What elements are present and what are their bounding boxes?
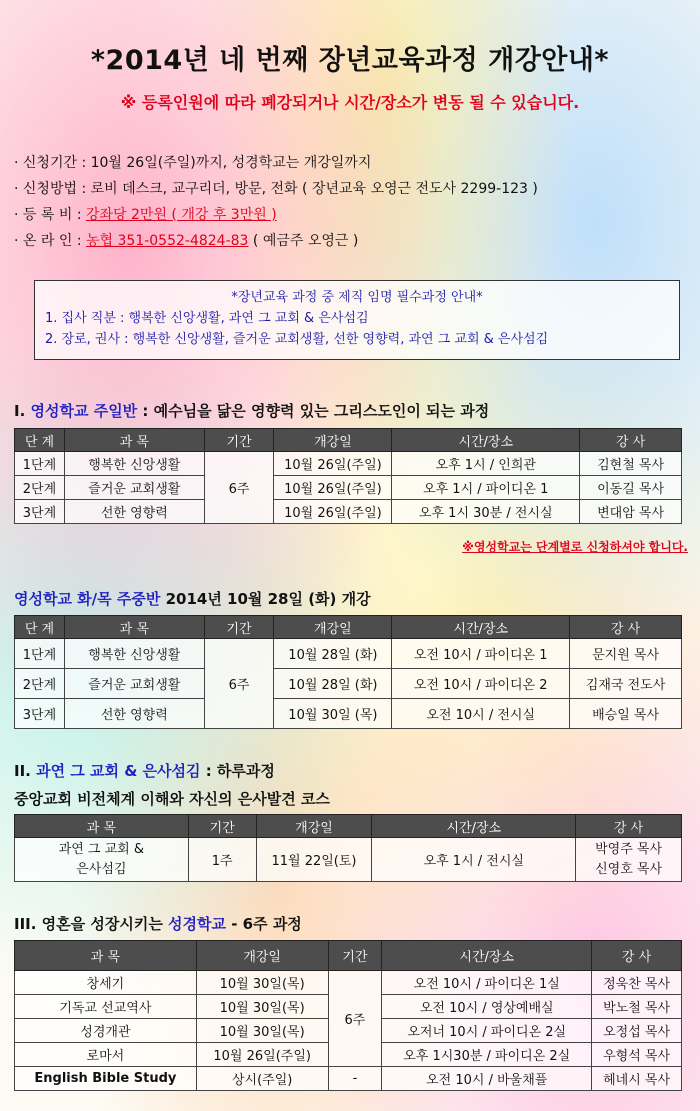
teacher-name: 신영호 목사	[595, 861, 663, 877]
col-header: 강 사	[580, 429, 682, 452]
col-header: 기간	[328, 941, 382, 971]
box-heading: *장년교육 과정 중 제직 임명 필수과정 안내*	[231, 290, 483, 305]
subject-line: 과연 그 교회 &	[58, 841, 145, 857]
teacher-cell: 헤네시 목사	[592, 1067, 682, 1091]
col-header: 시간/장소	[372, 815, 576, 838]
table-row	[15, 838, 682, 882]
section1b-table	[14, 615, 682, 729]
col-header: 시간/장소	[392, 429, 580, 452]
box-item-elder: 2. 장로, 권사 : 행복한 신앙생활, 즐거운 교회생활, 선한 영향력, 과연 그 교회 & 은사섬김	[45, 332, 549, 347]
teacher-cell: 이동길 목사	[580, 476, 682, 500]
subject-line: 은사섬김	[76, 861, 127, 877]
teacher-cell: 박노철 목사	[592, 995, 682, 1019]
time-place-cell: 오전 10시 / 전시실	[392, 699, 570, 729]
time-place-cell: 오전 10시 / 파이디온 1	[392, 639, 570, 669]
online-holder: ( 예금주 오영근 )	[248, 233, 359, 249]
teacher-name: 박영주 목사	[595, 841, 663, 857]
table-header	[15, 429, 682, 452]
section2-table	[14, 814, 682, 882]
start-cell: 10월 28일 (화)	[274, 639, 392, 669]
section1-name: 영성학교 주일반	[30, 402, 138, 420]
col-header: 기간	[204, 429, 274, 452]
col-header: 강 사	[576, 815, 682, 838]
apply-period: · 신청기간 : 10월 26일(주일)까지, 성경학교는 개강일까지	[14, 155, 372, 171]
period-cell: 1주	[188, 838, 256, 882]
col-header: 강 사	[570, 616, 682, 639]
stage-cell: 1단계	[15, 639, 65, 669]
section3-table	[14, 940, 682, 1091]
time-place-cell: 오전 10시 / 영상예배실	[382, 995, 592, 1019]
start-cell: 10월 30일(목)	[196, 971, 328, 995]
col-header: 과 목	[15, 941, 197, 971]
section3-desc: - 6주 과정	[226, 915, 302, 933]
section2-desc: : 하루과정	[200, 762, 275, 780]
subject-cell: 즐거운 교회생활	[64, 669, 204, 699]
stage-cell: 2단계	[15, 669, 65, 699]
col-header: 과 목	[15, 815, 189, 838]
teacher-cell: 김현철 목사	[580, 452, 682, 476]
required-course-box	[34, 280, 680, 360]
apply-method: · 신청방법 : 로비 데스크, 교구리더, 방문, 전화 ( 장년교육 오영근 전도사 2299-123 )	[14, 181, 538, 197]
start-cell: 10월 30일(목)	[196, 1019, 328, 1043]
teacher-cell: 우형석 목사	[592, 1043, 682, 1067]
table-row	[15, 452, 682, 476]
table-row	[15, 1067, 682, 1091]
start-cell: 10월 28일 (화)	[274, 669, 392, 699]
subject-cell: 즐거운 교회생활	[64, 476, 204, 500]
subject-cell: English Bible Study	[15, 1067, 197, 1091]
section1b-heading	[14, 588, 371, 609]
col-header: 개강일	[274, 616, 392, 639]
col-header: 강 사	[592, 941, 682, 971]
period-cell: 6주	[204, 639, 274, 729]
section3-name: 성경학교	[168, 915, 226, 933]
online-label: · 온 라 인 :	[14, 233, 86, 249]
col-header: 기간	[204, 616, 274, 639]
time-place-cell: 오후 1시 30분 / 전시실	[392, 500, 580, 524]
start-cell: 10월 30일 (목)	[274, 699, 392, 729]
col-header: 기간	[188, 815, 256, 838]
time-place-cell: 오전 10시 / 파이디온 2	[392, 669, 570, 699]
col-header: 시간/장소	[382, 941, 592, 971]
start-cell: 11월 22일(토)	[256, 838, 372, 882]
col-header: 개강일	[196, 941, 328, 971]
table-row	[15, 639, 682, 669]
time-place-cell: 오전 10시 / 파이디온 1실	[382, 971, 592, 995]
time-place-cell: 오후 1시30분 / 파이디온 2실	[382, 1043, 592, 1067]
col-header: 단 계	[15, 616, 65, 639]
stage-cell: 1단계	[15, 452, 65, 476]
subject-cell: 창세기	[15, 971, 197, 995]
box-item-deacon: 1. 집사 직분 : 행복한 신앙생활, 과연 그 교회 & 은사섬김	[45, 311, 369, 326]
stage-cell: 3단계	[15, 500, 65, 524]
fee-label: · 등 록 비 :	[14, 207, 86, 223]
start-cell: 10월 30일(목)	[196, 995, 328, 1019]
section1-note: ※영성학교는 단계별로 신청하셔야 합니다.	[462, 540, 688, 554]
col-header: 개강일	[274, 429, 392, 452]
subject-cell: 로마서	[15, 1043, 197, 1067]
start-cell: 상시(주일)	[196, 1067, 328, 1091]
teacher-cell: 배승일 목사	[570, 699, 682, 729]
fee-row	[14, 202, 538, 228]
section1b-name: 영성학교 화/목 주중반	[14, 590, 161, 608]
col-header: 단 계	[15, 429, 65, 452]
subject-cell: 기독교 선교역사	[15, 995, 197, 1019]
section1-table	[14, 428, 682, 524]
start-cell: 10월 26일(주일)	[274, 500, 392, 524]
stage-cell: 3단계	[15, 699, 65, 729]
table-header	[15, 616, 682, 639]
teacher-cell	[576, 838, 682, 882]
table-header	[15, 941, 682, 971]
info-block	[14, 150, 538, 254]
subject-cell: 행복한 신앙생활	[64, 639, 204, 669]
page-title: *2014년 네 번째 장년교육과정 개강안내*	[90, 45, 610, 76]
section1-desc: : 예수님을 닮은 영향력 있는 그리스도인이 되는 과정	[137, 402, 490, 420]
notice-text: ※ 등록인원에 따라 폐강되거나 시간/장소가 변동 될 수 있습니다.	[120, 93, 580, 112]
subject-cell: 선한 영향력	[64, 699, 204, 729]
time-place-cell: 오저너 10시 / 파이디온 2실	[382, 1019, 592, 1043]
table-row	[15, 669, 682, 699]
section1-heading	[14, 400, 489, 421]
table-row	[15, 476, 682, 500]
section2-name: 과연 그 교회 & 은사섬김	[36, 762, 201, 780]
col-header: 개강일	[256, 815, 372, 838]
time-place-cell: 오후 1시 / 인희관	[392, 452, 580, 476]
col-header: 과 목	[64, 429, 204, 452]
subject-cell: 선한 영향력	[64, 500, 204, 524]
section1-prefix: I.	[14, 402, 31, 420]
section3-prefix: III. 영혼을 성장시키는	[14, 915, 169, 933]
fee-value: 강좌당 2만원 ( 개강 후 3만원 )	[86, 207, 277, 223]
start-cell: 10월 26일(주일)	[196, 1043, 328, 1067]
start-cell: 10월 26일(주일)	[274, 476, 392, 500]
subject-cell	[15, 838, 189, 882]
teacher-cell: 정욱찬 목사	[592, 971, 682, 995]
teacher-cell: 오정섭 목사	[592, 1019, 682, 1043]
section2-heading	[14, 760, 275, 781]
col-header: 시간/장소	[392, 616, 570, 639]
start-cell: 10월 26일(주일)	[274, 452, 392, 476]
section1b-desc: 2014년 10월 28일 (화) 개강	[160, 590, 371, 608]
table-row	[15, 699, 682, 729]
online-account: 농협 351-0552-4824-83	[86, 233, 249, 249]
col-header: 과 목	[64, 616, 204, 639]
time-place-cell: 오후 1시 / 전시실	[372, 838, 576, 882]
time-place-cell: 오전 10시 / 바울채플	[382, 1067, 592, 1091]
table-row	[15, 971, 682, 995]
online-row	[14, 228, 538, 254]
period-cell: -	[328, 1067, 382, 1091]
period-cell: 6주	[204, 452, 274, 524]
section3-heading	[14, 913, 302, 934]
time-place-cell: 오후 1시 / 파이디온 1	[392, 476, 580, 500]
table-row	[15, 500, 682, 524]
subject-cell: 행복한 신앙생활	[64, 452, 204, 476]
period-cell: 6주	[328, 971, 382, 1067]
section2-prefix: II.	[14, 762, 37, 780]
table-header	[15, 815, 682, 838]
section2-subtitle: 중앙교회 비전체계 이해와 자신의 은사발견 코스	[14, 790, 330, 808]
teacher-cell: 변대암 목사	[580, 500, 682, 524]
teacher-cell: 김재국 전도사	[570, 669, 682, 699]
teacher-cell: 문지원 목사	[570, 639, 682, 669]
stage-cell: 2단계	[15, 476, 65, 500]
subject-cell: 성경개관	[15, 1019, 197, 1043]
